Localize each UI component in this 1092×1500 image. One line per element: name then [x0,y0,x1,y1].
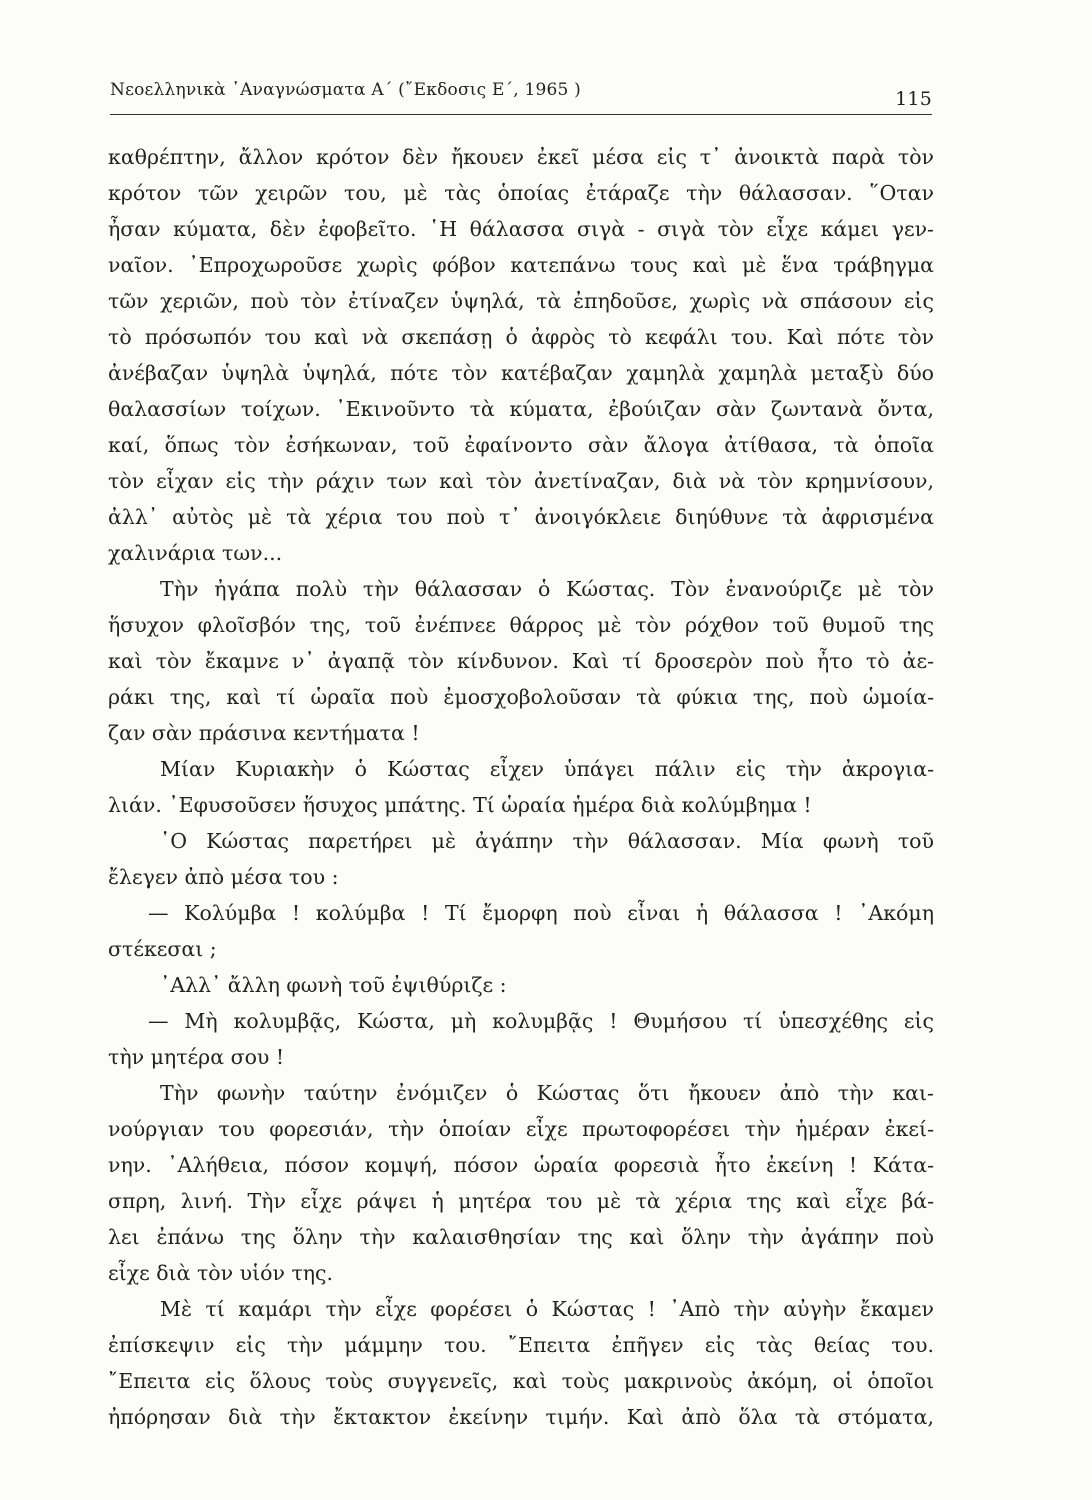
dialogue-line: — Μὴ κολυμβᾷς, Κώστα, μὴ κολυμβᾷς ! Θυμήσου τί ὑπεσχέθης εἰς [148,1009,934,1033]
text-line: θαλασσίων τοίχων. ᾿Εκινοῦντο τὰ κύματα, ἐβούιζαν σὰν ζωντανὰ ὄντα, [108,397,934,421]
text-line: λει ἐπάνω της ὅλην τὴν καλαισθησίαν της καὶ ὅλην τὴν ἀγάπην ποὺ [108,1225,934,1249]
page-number: 115 [895,88,932,110]
paragraph-first-line: Μίαν Κυριακὴν ὁ Κώστας εἶχεν ὑπάγει πάλιν εἰς τὴν ἀκρογια- [160,757,934,781]
text-line: ἐπίσκεψιν εἰς τὴν μάμμην του. ῎Επειτα ἐπῆγεν εἰς τὰς θείας του. [108,1333,934,1357]
text-line: καθρέπτην, ἄλλον κρότον δὲν ἤκουεν ἐκεῖ μέσα εἰς τ᾿ ἀνοικτὰ παρὰ τὸν [108,145,934,169]
text-line: ἦσαν κύματα, δὲν ἐφοβεῖτο. ῾Η θάλασσα σιγὰ - σιγὰ τὸν εἶχε κάμει γεν- [108,217,934,241]
paragraph-first-line: Τὴν φωνὴν ταύτην ἐνόμιζεν ὁ Κώστας ὅτι ἤκουεν ἀπὸ τὴν και- [160,1081,934,1105]
text-line: ζαν σὰν πράσινα κεντήματα ! [108,721,420,745]
text-line: ἠπόρησαν διὰ τὴν ἔκτακτον ἐκείνην τιμήν. Καὶ ἀπὸ ὅλα τὰ στόματα, [108,1405,934,1429]
text-line: ράκι της, καὶ τί ὡραῖα ποὺ ἐμοσχοβολοῦσαν τὰ φύκια της, ποὺ ὡμοία- [108,685,934,709]
text-line: νην. ᾿Αλήθεια, πόσον κομψή, πόσον ὡραία φορεσιὰ ἦτο ἐκείνη ! Κάτα- [108,1153,934,1177]
text-line: κρότον τῶν χειρῶν του, μὲ τὰς ὁποίας ἐτάραζε τὴν θάλασσαν. ῞Οταν [108,181,934,205]
text-line: ἥσυχον φλοῖσβόν της, τοῦ ἐνέπνεε θάρρος μὲ τὸν ρόχθον τοῦ θυμοῦ της [108,613,934,637]
text-line: σπρη, λινή. Τὴν εἶχε ράψει ἡ μητέρα του μὲ τὰ χέρια της καὶ εἶχε βά- [108,1189,934,1213]
text-line: χαλινάρια των... [108,541,283,565]
paragraph-first-line: ῾Ο Κώστας παρετήρει μὲ ἀγάπην τὴν θάλασσαν. Μία φωνὴ τοῦ [160,829,934,853]
page-body-text [108,140,934,1470]
paragraph-first-line: ᾿Αλλ᾿ ἄλλη φωνὴ τοῦ ἐψιθύριζε : [160,973,507,997]
text-line: τὸν εἶχαν εἰς τὴν ράχιν των καὶ τὸν ἀνετίναζαν, διὰ νὰ τὸν κρημνίσουν, [108,469,934,493]
running-header [110,74,932,115]
text-line: λιάν. ᾿Εφυσοῦσεν ἥσυχος μπάτης. Τί ὡραία ἡμέρα διὰ κολύμβημα ! [108,793,812,817]
dialogue-line: — Κολύμβα ! κολύμβα ! Τί ἔμορφη ποὺ εἶναι ἡ θάλασσα ! ᾿Ακόμη [148,901,934,925]
paragraph-first-line: Μὲ τί καμάρι τὴν εἶχε φορέσει ὁ Κώστας ! ᾿Απὸ τὴν αὐγὴν ἔκαμεν [160,1297,934,1321]
text-line: νούργιαν του φορεσιάν, τὴν ὁποίαν εἶχε πρωτοφορέσει τὴν ἡμέραν ἐκεί- [108,1117,934,1141]
text-line: ἀλλ᾿ αὐτὸς μὲ τὰ χέρια του ποὺ τ᾿ ἀνοιγόκλειε διηύθυνε τὰ ἀφρισμένα [108,505,934,529]
text-line: τὸ πρόσωπόν του καὶ νὰ σκεπάσῃ ὁ ἀφρὸς τὸ κεφάλι του. Καὶ πότε τὸν [108,325,934,349]
text-line: στέκεσαι ; [108,937,217,961]
text-line: ἔλεγεν ἀπὸ μέσα του : [108,865,339,889]
text-line: καί, ὅπως τὸν ἐσήκωναν, τοῦ ἐφαίνοντο σὰν ἄλογα ἀτίθασα, τὰ ὁποῖα [108,433,934,457]
text-line: εἶχε διὰ τὸν υἱόν της. [108,1261,334,1285]
paragraph-first-line: Τὴν ἠγάπα πολὺ τὴν θάλασσαν ὁ Κώστας. Τὸν ἐνανούριζε μὲ τὸν [160,577,934,601]
text-line: τὴν μητέρα σου ! [108,1045,285,1069]
text-line: ἀνέβαζαν ὑψηλὰ ὑψηλά, πότε τὸν κατέβαζαν χαμηλὰ χαμηλὰ μεταξὺ δύο [108,361,934,385]
text-line: τῶν χεριῶν, ποὺ τὸν ἐτίναζεν ὑψηλά, τὰ ἐπηδοῦσε, χωρὶς νὰ σπάσουν εἰς [108,289,934,313]
text-line: ῎Επειτα εἰς ὅλους τοὺς συγγενεῖς, καὶ τοὺς μακρινοὺς ἀκόμη, οἱ ὁποῖοι [108,1369,934,1393]
text-line: ναῖον. ᾿Επροχωροῦσε χωρὶς φόβον κατεπάνω τους καὶ μὲ ἕνα τράβηγμα [108,253,934,277]
text-line: καὶ τὸν ἔκαμνε ν᾿ ἀγαπᾷ τὸν κίνδυνον. Καὶ τί δροσερὸν ποὺ ἦτο τὸ ἀε- [108,649,934,673]
header-title: Νεοελληνικὰ ᾿Αναγνώσματα Α΄ (῎Εκδοσις Ε΄, 1965 ) [110,80,581,100]
